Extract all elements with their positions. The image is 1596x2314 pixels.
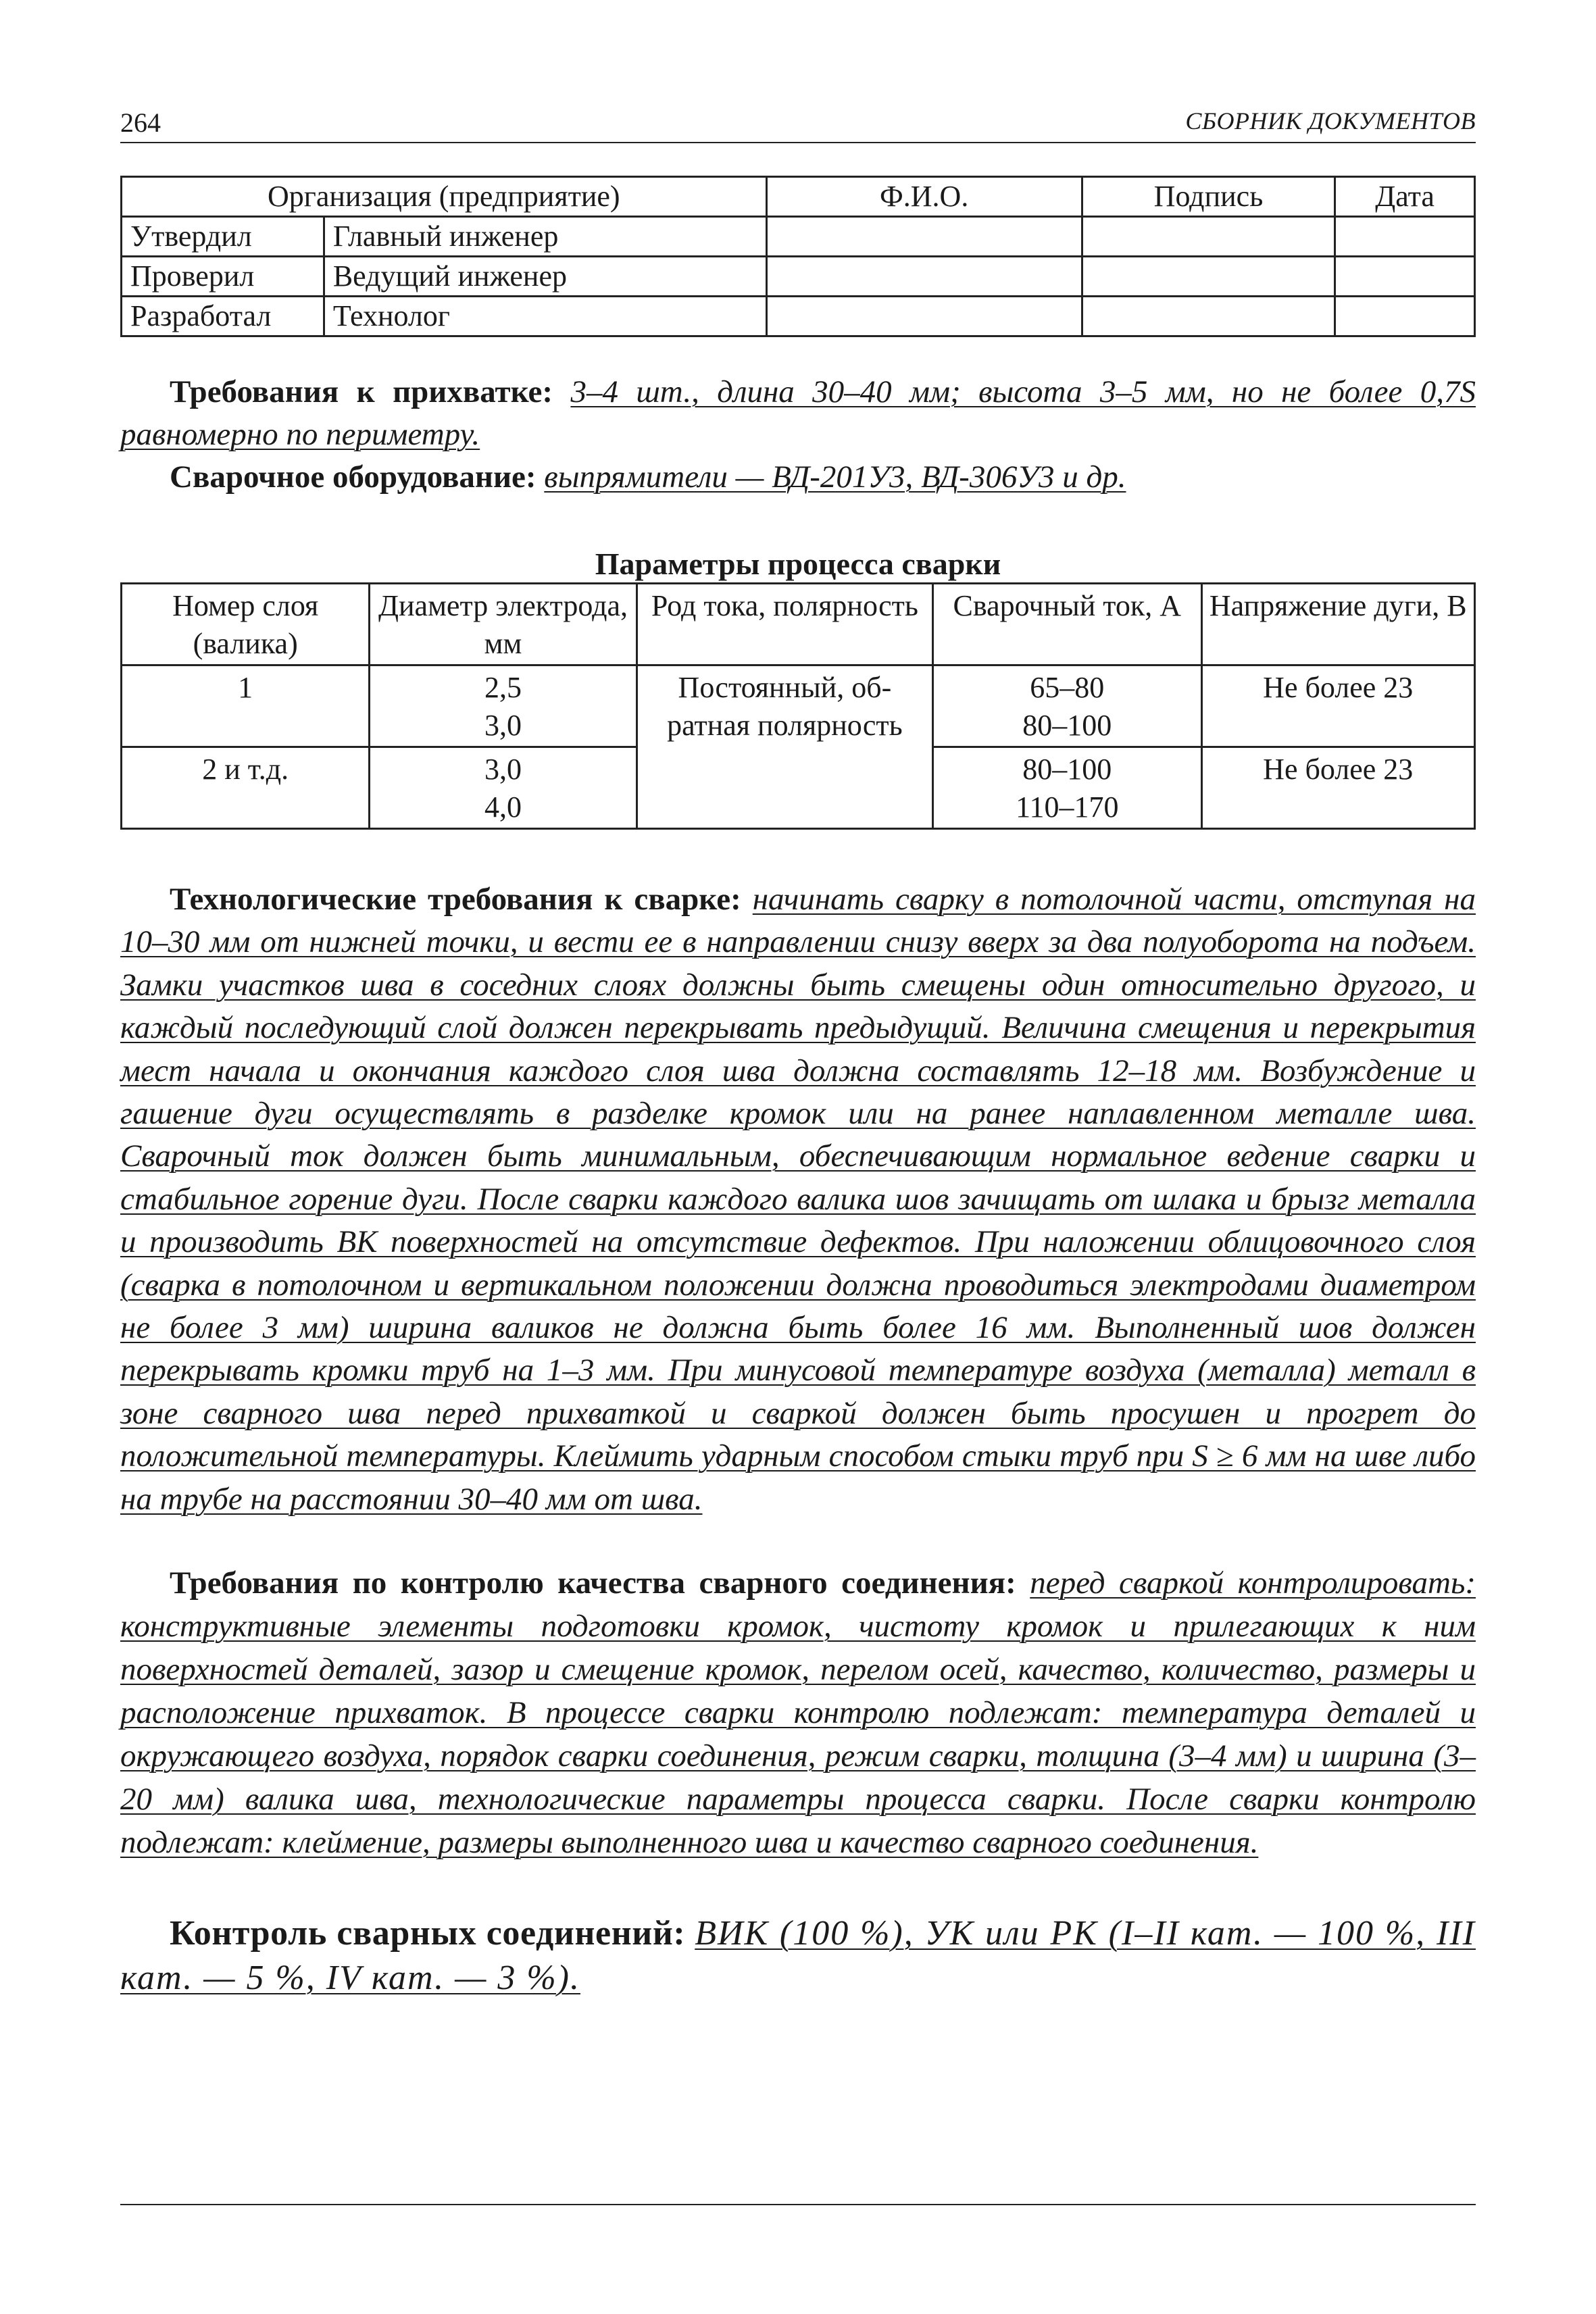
approval-row: [122, 217, 1475, 257]
params-diameter: 3,0 4,0: [370, 747, 637, 829]
running-title: СБОРНИК ДОКУМЕНТОВ: [1185, 107, 1476, 134]
params-current: 80–100 110–170: [933, 747, 1201, 829]
approval-date-cell: [1335, 217, 1475, 257]
params-current-type: Постоянный, об- ратная полярность: [637, 665, 932, 829]
header-name: Ф.И.О.: [766, 177, 1082, 217]
control-label: Контроль сварных соединений:: [170, 1914, 686, 1953]
params-layer: 1: [122, 665, 370, 747]
quality-text: перед сваркой контролировать: конструктивные элементы подготовки кромок, чистоту кромок и прилегающих к ним поверхностей деталей, зазор и смещение кромок, перелом осей, качество, количество, размеры и расположение прихваток. В процессе сварки контролю подлежат: температура деталей и окружающего воздуха, порядок сварки соединения, режим сварки, толщина (3–4 мм) и ширина (3–20 мм) валика шва, технологические параметры процесса сварки. После сварки контролю подлежат: клеймение, размеры выполненного шва и качество сварного соединения.: [120, 1565, 1476, 1861]
approval-row: [122, 297, 1475, 336]
welding-params-table: [120, 582, 1476, 830]
equipment-text: выпрямители — ВД-201У3, ВД-306У3 и др.: [544, 459, 1126, 495]
params-header-voltage: Напряжение дуги, В: [1201, 584, 1475, 665]
approval-signature-cell: [1082, 257, 1335, 297]
technological-requirements: [120, 878, 1476, 1521]
params-header-layer: Номер слоя (валика): [122, 584, 370, 665]
weld-inspection: [120, 1911, 1476, 2001]
tack-requirements: [120, 371, 1476, 456]
control-text: ВИК (100 %), УК или РК (I–II кат. — 100 %, III кат. — 5 %, IV кат. — 3 %).: [120, 1914, 1476, 1998]
approval-signature-cell: [1082, 217, 1335, 257]
params-row: [122, 665, 1475, 747]
welding-equipment: [120, 456, 1476, 499]
tech-label: Технологические требования к сварке:: [170, 882, 741, 917]
approval-position: Ведущий инженер: [324, 257, 766, 297]
params-header-row: [122, 584, 1475, 665]
approval-header-row: [122, 177, 1475, 217]
approval-name-cell: [766, 257, 1082, 297]
header-organization: Организация (предприятие): [122, 177, 767, 217]
approval-role: Проверил: [122, 257, 324, 297]
approval-role: Утвердил: [122, 217, 324, 257]
header-date: Дата: [1335, 177, 1475, 217]
page-number: 264: [120, 107, 161, 138]
approval-role: Разработал: [122, 297, 324, 336]
quality-label: Требования по контролю качества сварного соединения:: [170, 1565, 1016, 1601]
approval-name-cell: [766, 217, 1082, 257]
params-voltage: Не более 23: [1201, 665, 1475, 747]
params-header-diameter: Диаметр электрода, мм: [370, 584, 637, 665]
approval-row: [122, 257, 1475, 297]
quality-control-requirements: [120, 1561, 1476, 1864]
params-layer: 2 и т.д.: [122, 747, 370, 829]
tech-text: начинать сварку в потолочной части, отступая на 10–30 мм от нижней точки, и вести ее в направлении снизу вверх за два полуоборота на подъем. Замки участков шва в соседних слоях должны быть смещены один относительно другого, и каждый последующий слой должен перекрывать предыдущий. Величина смещения и перекрытия мест начала и окончания каждого слоя шва должна составлять 12–18 мм. Возбуждение и гашение дуги осуществлять в разделке кромок или на ранее наплавленном металле шва. Сварочный ток должен быть минимальным, обеспечивающим нормальное ведение сварки и стабильное горение дуги. После сварки каждого валика шов зачищать от шлака и брызг металла и производить ВК поверхностей на отсутствие дефектов. При наложении облицовочного слоя (сварка в потолочном и вертикальном положении должна проводиться электродами диаметром не более 3 мм) ширина валиков не должна быть более 16 мм. Выполненный шов должен перекрывать кромки труб на 1–3 мм. При минусовой температуре воздуха (металла) металл в зоне сварного шва перед прихваткой и сваркой должен быть просушен и прогрет до положительной температуры. Клеймить ударным способом стыки труб при S ≥ 6 мм на шве либо на трубе на расстоянии 30–40 мм от шва.: [120, 882, 1476, 1517]
header-signature: Подпись: [1082, 177, 1335, 217]
document-page: [120, 101, 1476, 2001]
footer-rule: [120, 2204, 1476, 2205]
approval-date-cell: [1335, 257, 1475, 297]
params-current: 65–80 80–100: [933, 665, 1201, 747]
params-header-current-type: Род тока, полярность: [637, 584, 932, 665]
tack-text: 3–4 шт., длина 30–40 мм; высота 3–5 мм, но не более 0,7S равномерно по периметру.: [120, 374, 1476, 452]
page-header: [120, 101, 1476, 143]
approval-date-cell: [1335, 297, 1475, 336]
approval-position: Технолог: [324, 297, 766, 336]
params-voltage: Не более 23: [1201, 747, 1475, 829]
tack-label: Требования к прихватке:: [170, 374, 553, 409]
approval-table: [120, 176, 1476, 337]
params-table-title: Параметры процесса сварки: [595, 547, 1001, 581]
params-diameter: 2,5 3,0: [370, 665, 637, 747]
approval-name-cell: [766, 297, 1082, 336]
approval-position: Главный инженер: [324, 217, 766, 257]
params-header-current: Сварочный ток, А: [933, 584, 1201, 665]
approval-signature-cell: [1082, 297, 1335, 336]
equipment-label: Сварочное оборудование:: [170, 459, 537, 495]
